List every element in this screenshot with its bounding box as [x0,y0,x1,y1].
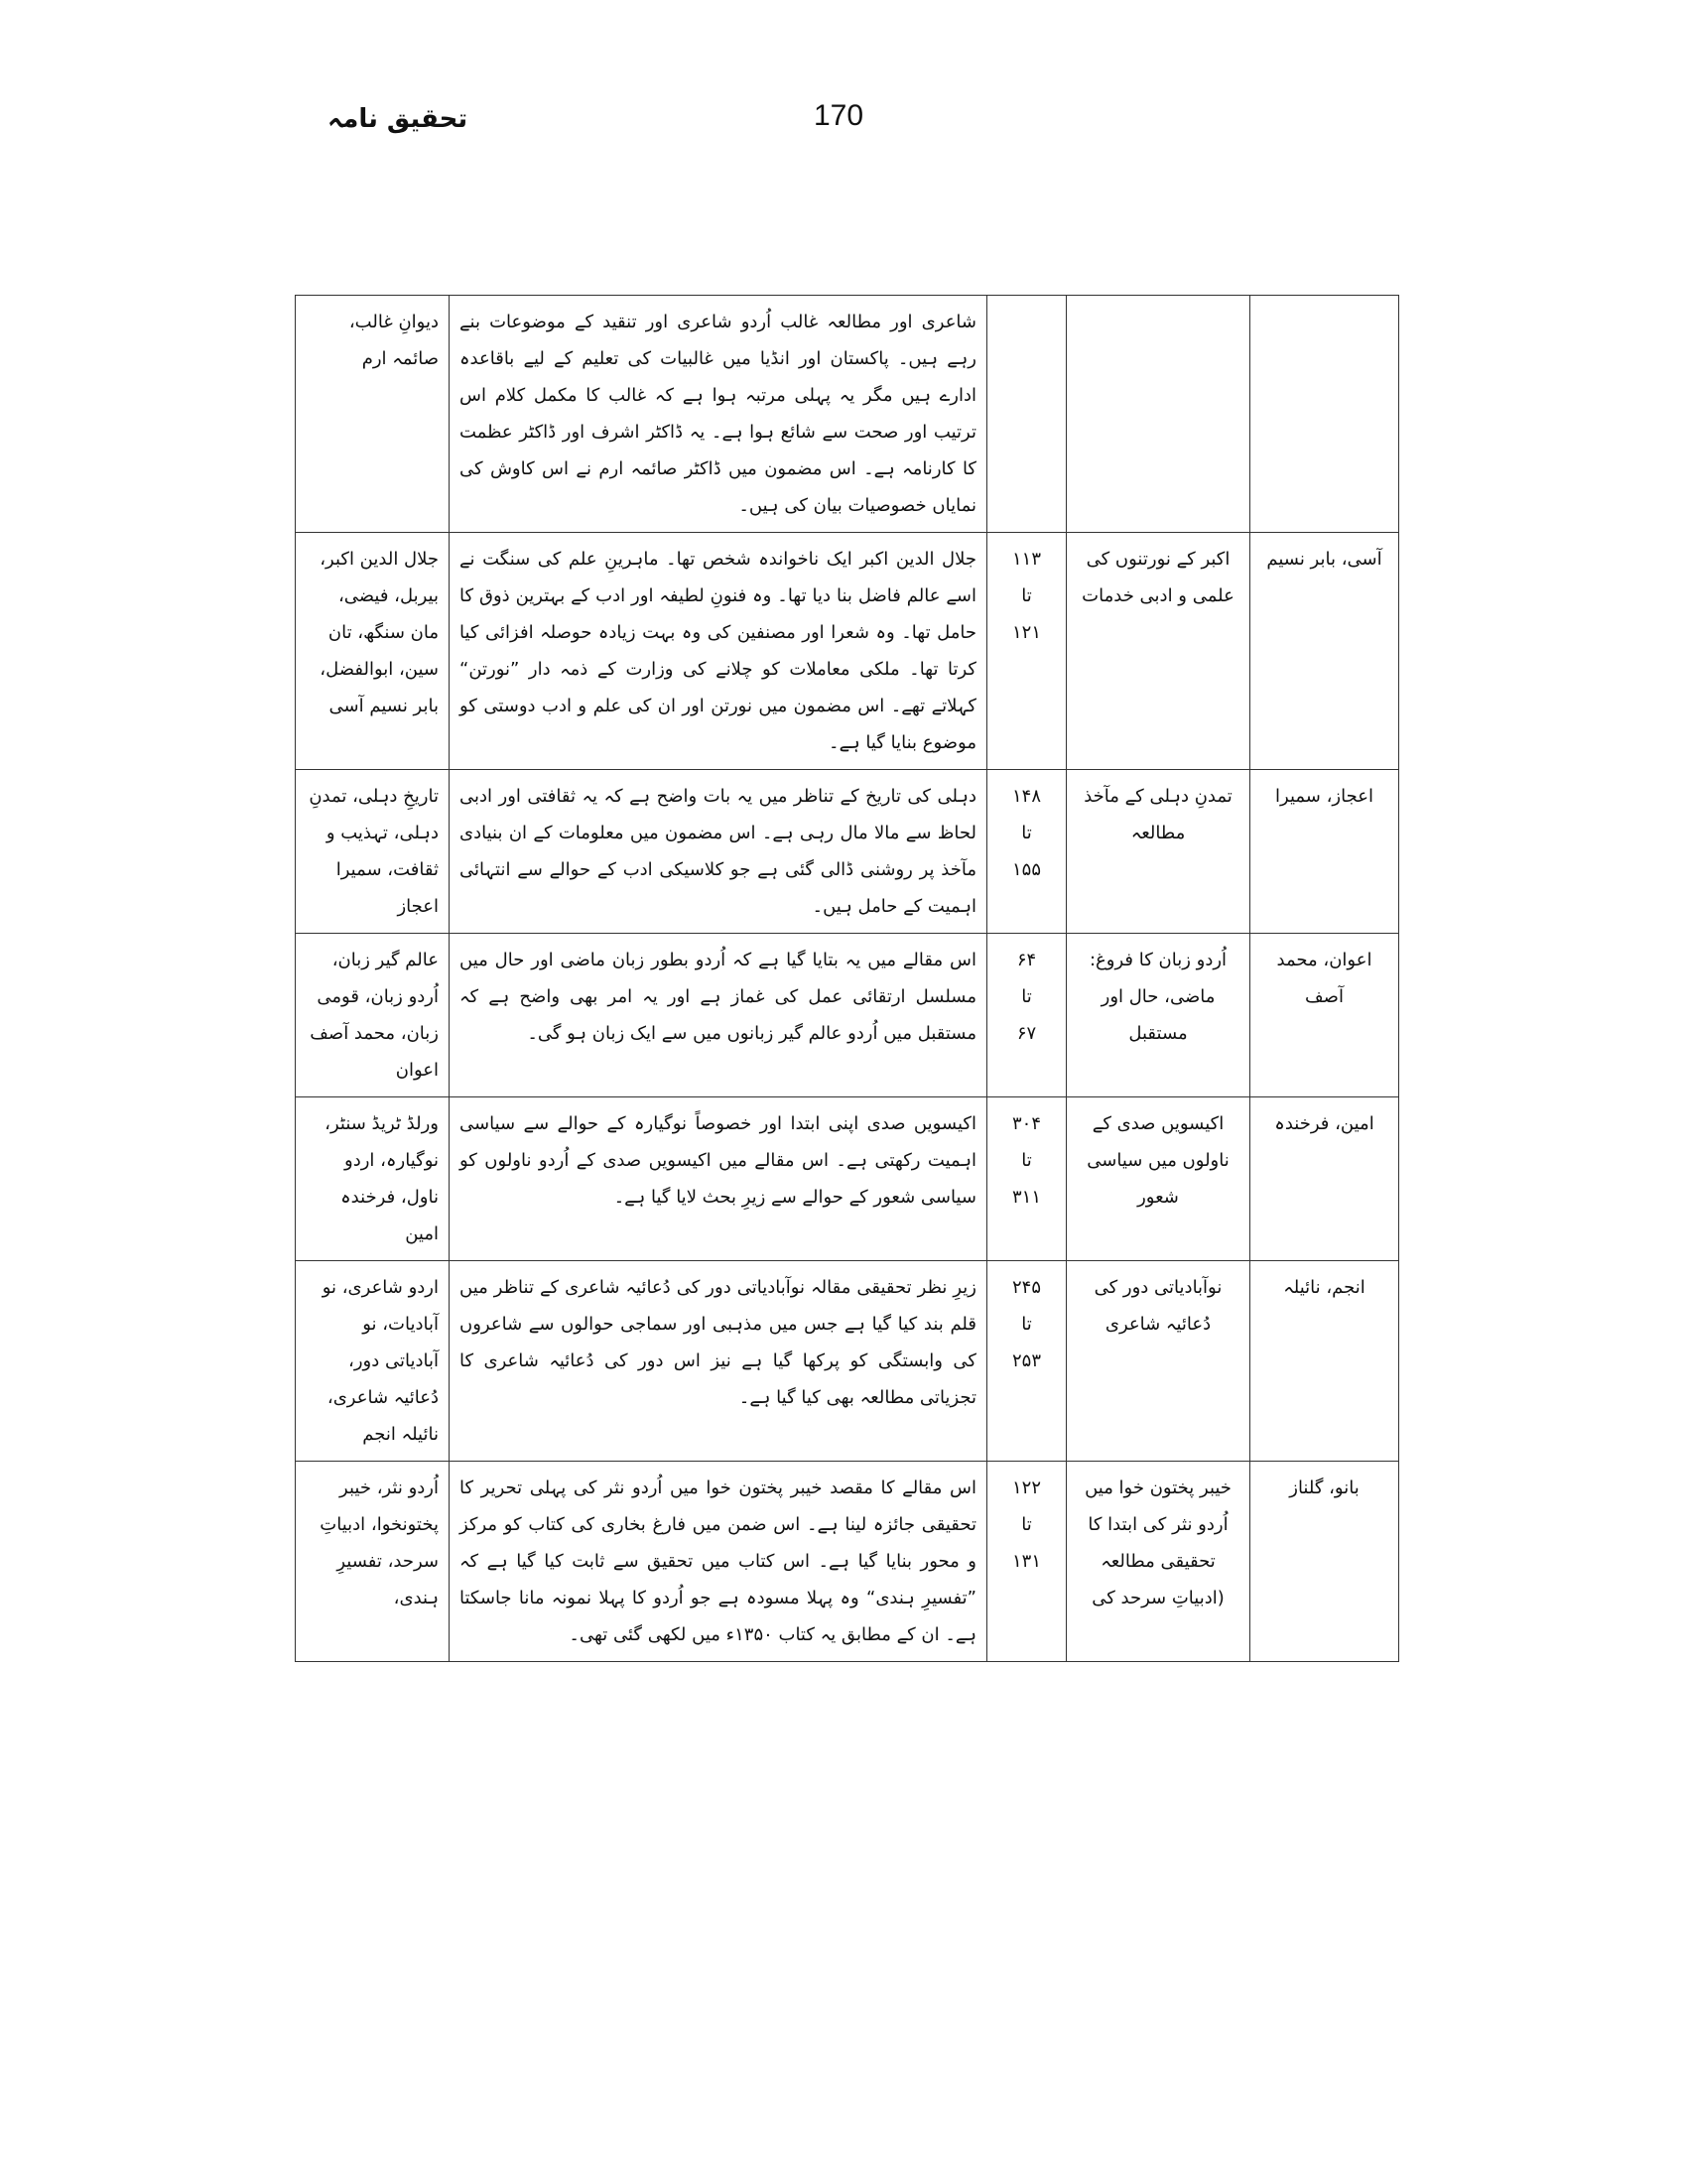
author-cell: امین، فرخندہ [1250,1097,1399,1261]
summary-cell: جلال الدین اکبر ایک ناخواندہ شخص تھا۔ ماہرینِ علم کی سنگت نے اسے عالم فاضل بنا دیا تھا۔ وہ فنونِ لطیفہ اور ادب کے بہترین ذوق کا حامل تھا۔ وہ شعرا اور مصنفین کی وہ بہت زیادہ حوصلہ افزائی کیا کرتا تھا۔ ملکی معاملات کو چلانے کی وزارت کے ذمہ دار ”نورتن“ کہلاتے تھے۔ اس مضمون میں نورتن اور ان کی علم و ادب دوستی کو موضوع بنایا گیا ہے۔ [450,533,987,770]
page-from: ۳۰۴ [1011,1113,1041,1134]
page-number: 170 [814,99,864,132]
page-to: ۲۵۳ [1011,1350,1041,1371]
keywords-cell: جلال الدین اکبر، بیربل، فیضی، مان سنگھ، تان سین، ابوالفضل، بابر نسیم آسی [296,533,450,770]
title-cell: تمدنِ دہلی کے مآخذ مطالعہ [1067,770,1250,934]
table-row [296,533,1399,770]
keywords-cell: اُردو نثر، خیبر پختونخوا، ادبیاتِ سرحد، تفسیرِ ہندی، [296,1462,450,1662]
summary-cell: زیرِ نظر تحقیقی مقالہ نوآبادیاتی دور کی دُعائیہ شاعری کے تناظر میں قلم بند کیا گیا ہے جس میں مذہبی اور سماجی حوالوں سے شاعروں کی وابستگی کو پرکھا گیا ہے نیز اس دور کی دُعائیہ شاعری کا تجزیاتی مطالعہ بھی کیا گیا ہے۔ [450,1261,987,1462]
table-row [296,296,1399,533]
pages-cell [987,296,1067,533]
title-cell: اکیسویں صدی کے ناولوں میں سیاسی شعور [1067,1097,1250,1261]
running-title: تحقیق نامہ [327,104,468,134]
title-cell: خیبر پختون خوا میں اُردو نثر کی ابتدا کا تحقیقی مطالعہ (ادبیاتِ سرحد کی [1067,1462,1250,1662]
page-sep: تا [1021,1314,1032,1335]
keywords-cell: تاریخِ دہلی، تمدنِ دہلی، تہذیب و ثقافت، سمیرا اعجاز [296,770,450,934]
summary-cell: دہلی کی تاریخ کے تناظر میں یہ بات واضح ہے کہ یہ ثقافتی اور ادبی لحاظ سے مالا مال رہی ہے۔ اس مضمون میں معلومات کے ان بنیادی مآخذ پر روشنی ڈالی گئی ہے جو کلاسیکی ادب کے حوالے سے انتہائی اہمیت کے حامل ہیں۔ [450,770,987,934]
author-cell: اعوان، محمد آصف [1250,934,1399,1097]
pages-cell [987,533,1067,770]
page-from: ۱۱۳ [1011,549,1041,570]
summary-cell: شاعری اور مطالعہ غالب اُردو شاعری اور تنقید کے موضوعات بنے رہے ہیں۔ پاکستان اور انڈیا میں غالبیات کی تعلیم کے لیے باقاعدہ ادارے ہیں مگر یہ پہلی مرتبہ ہوا ہے کہ غالب کا مکمل کلام اس ترتیب اور صحت سے شائع ہوا ہے۔ یہ ڈاکٹر اشرف اور ڈاکٹر عظمت کا کارنامہ ہے۔ اس مضمون میں ڈاکٹر صائمہ ارم نے اس کاوش کی نمایاں خصوصیات بیان کی ہیں۔ [450,296,987,533]
page-sep: تا [1021,1514,1032,1535]
title-cell [1067,296,1250,533]
page-sep: تا [1021,1150,1032,1171]
summary-cell: اس مقالے میں یہ بتایا گیا ہے کہ اُردو بطور زبان ماضی اور حال میں مسلسل ارتقائی عمل کی غماز ہے اور یہ امر بھی واضح ہے کہ مستقبل میں اُردو عالم گیر زبانوں میں سے ایک زبان ہو گی۔ [450,934,987,1097]
author-cell: اعجاز، سمیرا [1250,770,1399,934]
page-sep: تا [1021,823,1032,843]
index-table [295,295,1399,1662]
pages-cell [987,1261,1067,1462]
keywords-cell: عالم گیر زبان، اُردو زبان، قومی زبان، محمد آصف اعوان [296,934,450,1097]
author-cell: انجم، نائیلہ [1250,1261,1399,1462]
title-cell: نوآبادیاتی دور کی دُعائیہ شاعری [1067,1261,1250,1462]
summary-cell: اس مقالے کا مقصد خیبر پختون خوا میں اُردو نثر کی پہلی تحریر کا تحقیقی جائزہ لینا ہے۔ اس ضمن میں فارغ بخاری کی کتاب کو مرکز و محور بنایا گیا ہے۔ اس کتاب میں تحقیق سے ثابت کیا گیا ہے کہ ”تفسیرِ ہندی“ وہ پہلا مسودہ ہے جو اُردو کا پہلا نمونہ مانا جاسکتا ہے۔ ان کے مطابق یہ کتاب ۱۳۵۰ء میں لکھی گئی تھی۔ [450,1462,987,1662]
keywords-cell: اردو شاعری، نو آبادیات، نو آبادیاتی دور، دُعائیہ شاعری، نائیلہ انجم [296,1261,450,1462]
title-cell: اکبر کے نورتنوں کی علمی و ادبی خدمات [1067,533,1250,770]
table-row [296,770,1399,934]
author-cell: آسی، بابر نسیم [1250,533,1399,770]
pages-cell [987,1097,1067,1261]
table-row [296,934,1399,1097]
page-from: ۲۴۵ [1011,1277,1041,1298]
page-sep: تا [1021,986,1032,1007]
page-from: ۱۴۸ [1011,786,1041,807]
summary-cell: اکیسویں صدی اپنی ابتدا اور خصوصاً نوگیارہ کے حوالے سے سیاسی اہمیت رکھتی ہے۔ اس مقالے میں اکیسویں صدی کے اُردو ناولوں کو سیاسی شعور کے حوالے سے زیرِ بحث لایا گیا ہے۔ [450,1097,987,1261]
table-row [296,1462,1399,1662]
title-cell: اُردو زبان کا فروغ: ماضی، حال اور مستقبل [1067,934,1250,1097]
keywords-cell: ورلڈ ٹریڈ سنٹر، نوگیارہ، اردو ناول، فرخندہ امین [296,1097,450,1261]
page-to: ۶۷ [1016,1023,1037,1044]
author-cell [1250,296,1399,533]
page-to: ۳۱۱ [1011,1187,1041,1208]
pages-cell [987,1462,1067,1662]
page-from: ۶۴ [1016,950,1037,970]
page-to: ۱۳۱ [1011,1551,1041,1572]
author-cell: بانو، گلناز [1250,1462,1399,1662]
table-row [296,1097,1399,1261]
table-row [296,1261,1399,1462]
page-from: ۱۲۲ [1011,1477,1041,1498]
page-sep: تا [1021,585,1032,606]
page-to: ۱۵۵ [1011,859,1041,880]
pages-cell [987,934,1067,1097]
page-to: ۱۲۱ [1011,622,1041,643]
keywords-cell: دیوانِ غالب، صائمہ ارم [296,296,450,533]
pages-cell [987,770,1067,934]
